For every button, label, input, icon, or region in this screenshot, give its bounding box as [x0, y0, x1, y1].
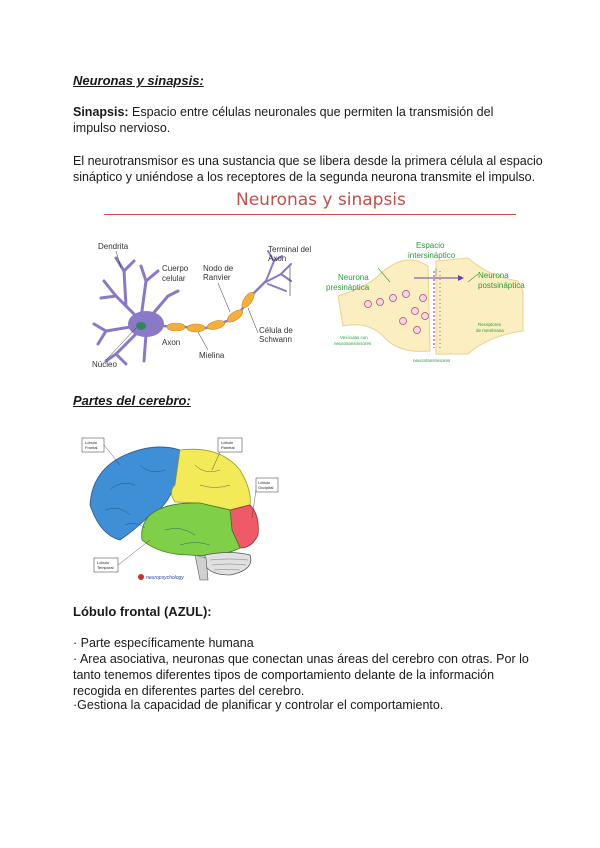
- label-terminal-2: Axon: [268, 254, 287, 263]
- svg-text:Lóbulo: Lóbulo: [221, 440, 234, 445]
- label-terminal-1: Terminal del: [268, 245, 312, 254]
- svg-text:Parietal: Parietal: [221, 445, 235, 450]
- definition-term: Sinapsis:: [73, 105, 129, 119]
- myelin-sheath: [167, 290, 256, 332]
- frontal-bullet-3: ·Gestiona la capacidad de planificar y controlar el comportamiento.: [73, 698, 444, 712]
- neuron-diagram: [86, 236, 312, 372]
- label-cuerpo-1: Cuerpo: [162, 264, 189, 273]
- label-box-occipital: [252, 478, 278, 518]
- label-nodo-2: Ranvier: [203, 273, 231, 282]
- figure-title: Neuronas y sinapsis: [236, 190, 406, 210]
- label-nucleo: Núcleo: [92, 360, 117, 369]
- label-dendrita: Dendrita: [98, 242, 129, 251]
- label-neurotransmisores: neurotransmisores: [413, 358, 451, 363]
- label-box-temporal: [94, 540, 150, 572]
- label-receptores-2: de membrana: [476, 328, 504, 333]
- label-postsinaptica-1: Neurona: [478, 271, 509, 280]
- svg-text:Lóbulo: Lóbulo: [258, 480, 271, 485]
- label-celula-2: Schwann: [259, 335, 292, 344]
- nucleus: [136, 322, 146, 330]
- svg-text:Lóbulo: Lóbulo: [97, 560, 110, 565]
- frontal-bullet-2: · Area asociativa, neuronas que conectan unas áreas del cerebro con otras. Por lo tanto tenemos diferentes tipos de comportamiento delante de la información recogida en diferentes partes del cerebro.: [73, 652, 529, 698]
- neurotransmitter-paragraph: El neurotransmisor es una sustancia que se libera desde la primera célula al espacio sináptico y uniéndose a los receptores de la segunda neurona transmite el impulso.: [73, 154, 543, 184]
- brain-diagram: [80, 430, 280, 585]
- section-heading-neuronas: Neuronas y sinapsis:: [73, 73, 204, 88]
- label-mielina: Mielina: [199, 351, 225, 360]
- label-postsinaptica-2: postsináptica: [478, 281, 525, 290]
- label-receptores-1: Receptores: [478, 322, 502, 327]
- cerebellum: [205, 553, 251, 576]
- label-vesiculas-2: neurotransmisores: [334, 341, 372, 346]
- svg-text:neuropsychology: neuropsychology: [146, 575, 184, 581]
- label-nodo-1: Nodo de: [203, 264, 234, 273]
- svg-text:Occipital: Occipital: [258, 485, 274, 490]
- section-heading-cerebro: Partes del cerebro:: [73, 393, 191, 408]
- definition-text: Espacio entre células neuronales que permiten la transmisión del impulso nervioso.: [73, 105, 494, 135]
- svg-text:Lóbulo: Lóbulo: [85, 440, 98, 445]
- neuropsychology-logo: [138, 574, 184, 581]
- label-espacio-2: intersináptico: [408, 251, 456, 260]
- label-presinaptica-1: Neurona: [338, 273, 369, 282]
- label-presinaptica-2: presináptica: [326, 283, 370, 292]
- temporal-lobe: [142, 503, 240, 556]
- svg-text:Frontal: Frontal: [85, 445, 98, 450]
- frontal-bullet-1: · Parte específicamente humana: [73, 636, 254, 650]
- figure-title-rule: [104, 214, 516, 215]
- section-heading-frontal: Lóbulo frontal (AZUL):: [73, 604, 212, 619]
- label-espacio-1: Espacio: [416, 241, 445, 250]
- label-cuerpo-2: celular: [162, 274, 186, 283]
- label-axon: Axon: [162, 338, 181, 347]
- svg-text:Temporal: Temporal: [97, 565, 114, 570]
- cell-body: [128, 311, 164, 337]
- label-celula-1: Célula de: [259, 326, 293, 335]
- synapse-diagram: [318, 236, 533, 366]
- label-vesiculas-1: Vesículas con: [340, 335, 368, 340]
- synapse-definition: [73, 104, 533, 136]
- parietal-lobe: [172, 449, 251, 510]
